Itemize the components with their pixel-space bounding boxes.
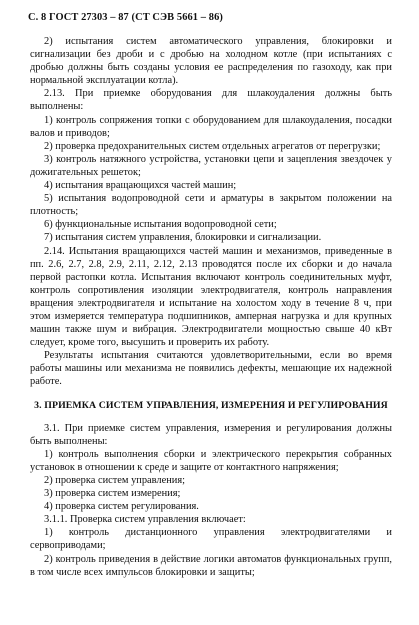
list-item: 2) проверка систем управления;	[44, 475, 185, 486]
list-item: 7) испытания систем управления, блокировки и сигнализации.	[44, 232, 322, 244]
list-item: 1) контроль дистанционного управления электродвигателями и сервоприводами;	[30, 527, 392, 552]
document-body	[30, 35, 392, 579]
list-item: 2) проверка предохранительных систем отдельных агрегатов от перегрузки;	[44, 140, 381, 152]
list-item: 4) проверка систем регулирования.	[44, 501, 199, 513]
list-item: 1) контроль выполнения сборки и электрического перекрытия собранных установок в отношении к среде и защите от контактного напряжения;	[30, 448, 392, 473]
paragraph: 3.1.1. Проверка систем управления включает:	[44, 514, 246, 526]
paragraph: 3.1. При приемке систем управления, измерения и регулирования должны быть выполнены:	[30, 422, 392, 447]
list-item: 1) контроль сопряжения топки с оборудованием для шлакоудаления, посадки валов и приводов;	[30, 114, 392, 139]
paragraph: 2.13. При приемке оборудования для шлакоудаления должны быть выполнены:	[30, 88, 392, 113]
section-title: 3. ПРИЕМКА СИСТЕМ УПРАВЛЕНИЯ, ИЗМЕРЕНИЯ И РЕГУЛИРОВАНИЯ	[34, 399, 388, 411]
list-item: 3) проверка систем измерения;	[44, 488, 181, 500]
list-item: 6) функциональные испытания водопроводной сети;	[44, 219, 277, 231]
spacer	[30, 389, 392, 399]
list-item: 5) испытания водопроводной сети и арматуры в закрытом положении на плотность;	[30, 193, 392, 218]
paragraph: 2.14. Испытания вращающихся частей машин и механизмов, приведенные в пп. 2.6, 2.7, 2.8, 2.9, 2.11, 2.12, 2.13 проводятся после их сборки и до начала первой растопки котла. Испытания включают контроль соединительных муфт, контроль сопротивления изоляции электродвигателя, контроль направления вращения электродвигателя и испытание на холостом ходу в течение 8 ч, при этом измеряется температура подшипников, амперная нагрузка и для крупных машин также шум и вибрация. Электродвигатели мощностью свыше 40 кВт следует, кроме того, высушить и проверить их работу.	[30, 245, 392, 349]
list-item: 3) контроль натяжного устройства, установки цепи и зацепления звездочек у дожигательных решеток;	[30, 153, 392, 178]
list-item: 2) контроль приведения в действие логики автоматов функциональных групп, в том числе всех импульсов блокировки и защиты;	[30, 553, 392, 578]
page-header: С. 8 ГОСТ 27303 – 87 (СТ СЭВ 5661 – 86)	[28, 12, 223, 23]
paragraph: 2) испытания систем автоматического управления, блокировки и сигнализации без дроби и с дробью на холодном котле (при испытаниях с дробью должны быть созданы условия ее распределения по газоходу, как при нормальной эксплуатации котла).	[30, 36, 392, 87]
paragraph: Результаты испытания считаются удовлетворительными, если во время работы машины или механизма не появились дефекты, мешающие их надежной работе.	[30, 350, 392, 388]
list-item: 4) испытания вращающихся частей машин;	[44, 180, 237, 192]
spacer	[30, 412, 392, 422]
